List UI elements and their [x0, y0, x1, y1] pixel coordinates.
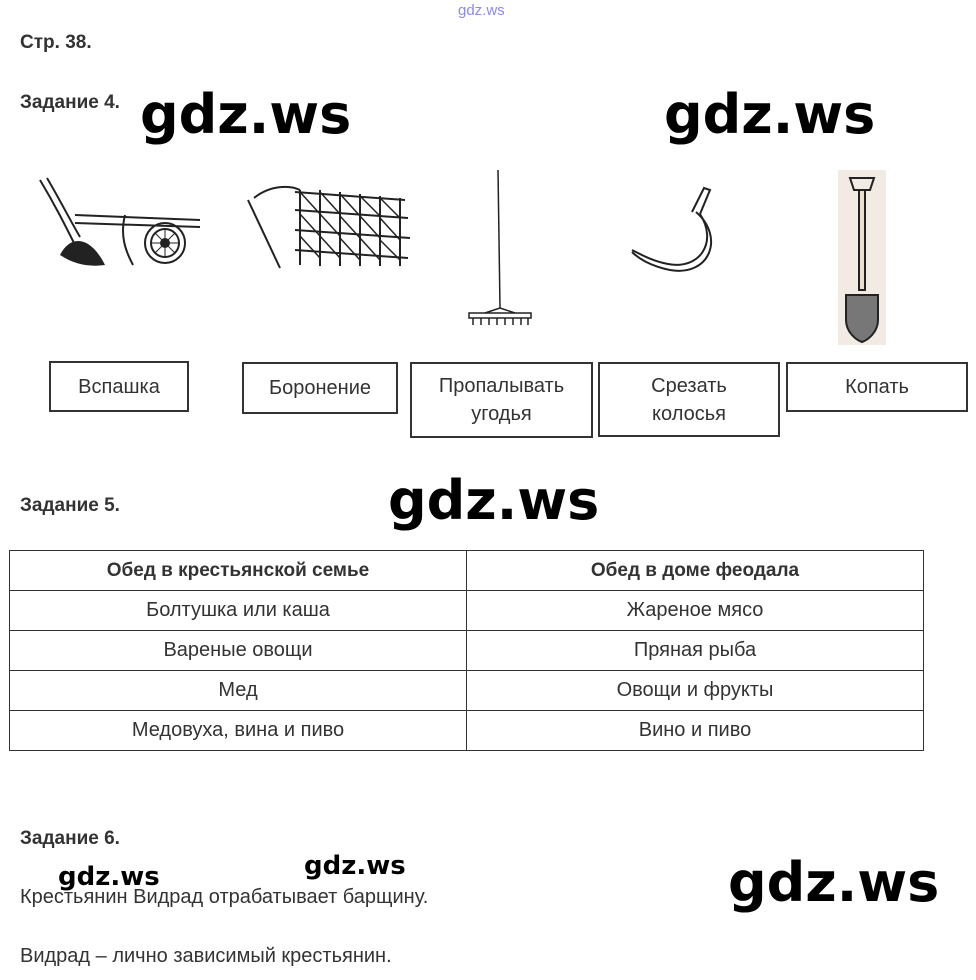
table-row — [10, 631, 924, 671]
label-shovel: Копать — [786, 362, 968, 412]
table-cell: Болтушка или каша — [10, 591, 467, 631]
watermark-1: gdz.ws — [140, 83, 352, 146]
table-row — [10, 711, 924, 751]
dinner-table — [9, 550, 924, 751]
watermark-3: gdz.ws — [388, 469, 600, 532]
table-cell: Вареные овощи — [10, 631, 467, 671]
table-cell: Медовуха, вина и пиво — [10, 711, 467, 751]
table-cell: Жареное мясо — [467, 591, 924, 631]
harrow-icon — [240, 180, 415, 275]
label-harrow: Боронение — [242, 362, 398, 414]
watermark-4: gdz.ws — [58, 862, 160, 892]
label-sickle: Срезать колосья — [598, 362, 780, 437]
table-cell: Овощи и фрукты — [467, 671, 924, 711]
watermark-5: gdz.ws — [304, 851, 406, 881]
column-header-peasant: Обед в крестьянской семье — [10, 551, 467, 591]
page-reference: Стр. 38. — [20, 32, 92, 53]
table-cell: Мед — [10, 671, 467, 711]
table-header-row — [10, 551, 924, 591]
column-header-feudal: Обед в доме феодала — [467, 551, 924, 591]
shovel-icon — [838, 170, 886, 345]
table-row — [10, 591, 924, 631]
table-row — [10, 671, 924, 711]
watermark-2: gdz.ws — [664, 83, 876, 146]
task4-title: Задание 4. — [20, 92, 120, 113]
table-cell: Вино и пиво — [467, 711, 924, 751]
plough-icon — [35, 175, 205, 275]
task5-title: Задание 5. — [20, 495, 120, 516]
watermark-top: gdz.ws — [458, 2, 505, 19]
label-rake: Пропалывать угодья — [410, 362, 593, 438]
table-cell: Пряная рыба — [467, 631, 924, 671]
task6-line-2: Видрад – лично зависимый крестьянин. — [20, 945, 392, 967]
sickle-icon — [630, 182, 725, 282]
label-plough: Вспашка — [49, 361, 189, 412]
watermark-6: gdz.ws — [728, 851, 940, 914]
rake-icon — [465, 168, 535, 328]
task6-title: Задание 6. — [20, 828, 120, 849]
task6-line-1: Крестьянин Видрад отрабатывает барщину. — [20, 886, 429, 908]
